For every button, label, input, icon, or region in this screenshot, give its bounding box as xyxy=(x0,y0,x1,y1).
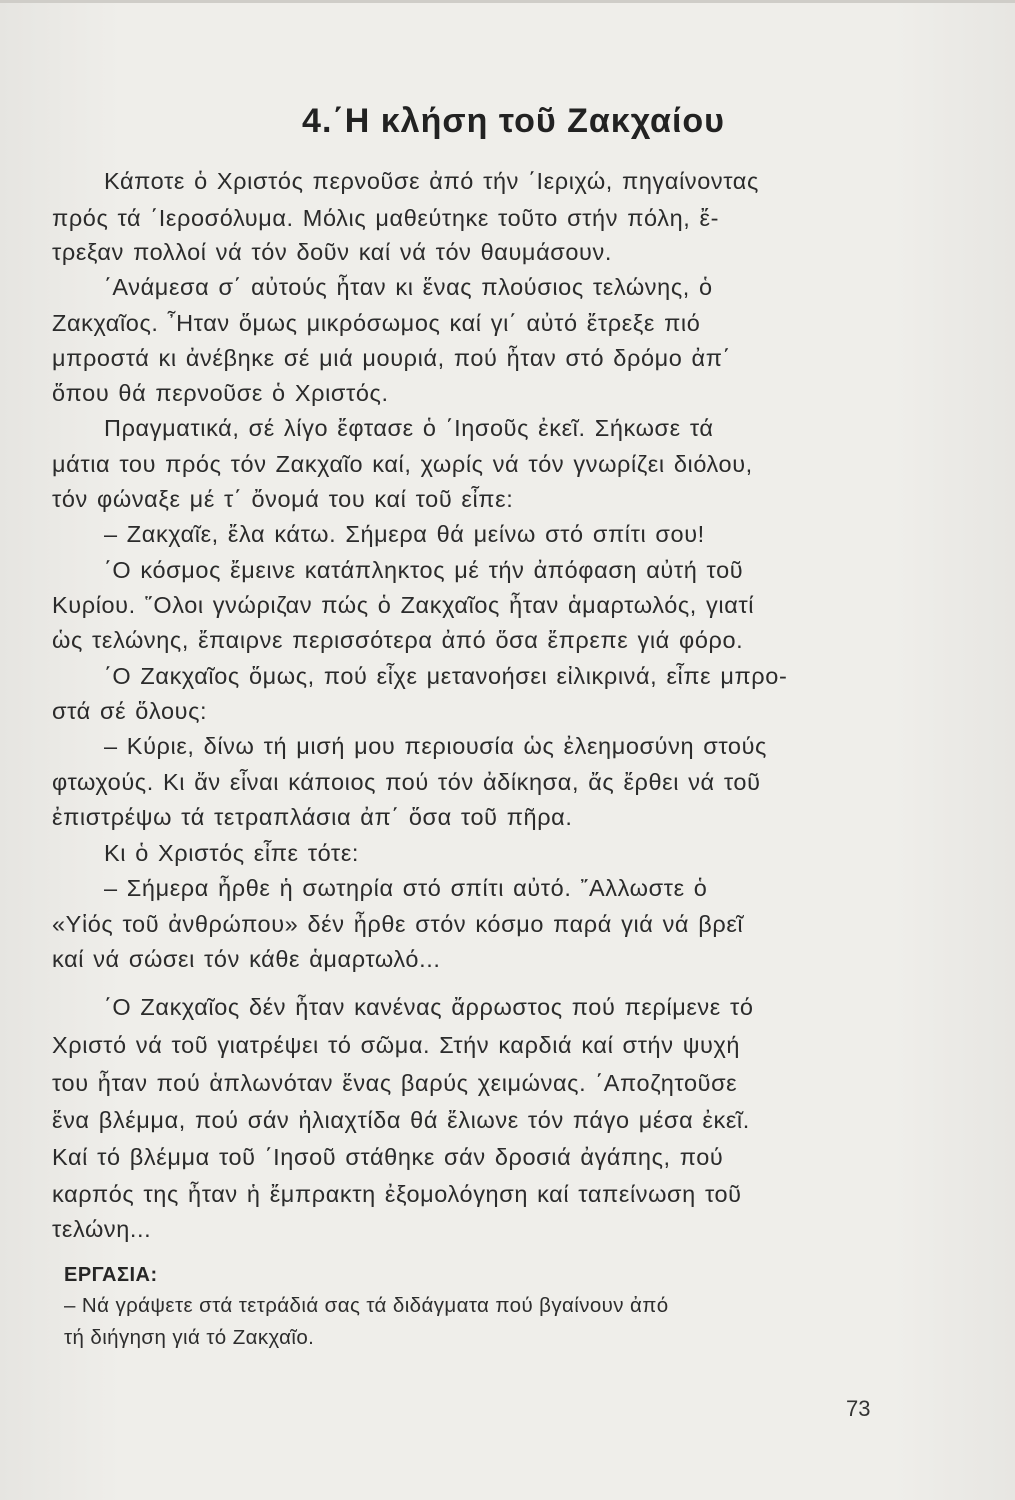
paragraph-line: καρπός της ἦταν ἡ ἔμπρακτη ἐξομολόγηση καί ταπείνωση τοῦ xyxy=(52,1181,742,1207)
paragraph-line: «Υἱός τοῦ ἀνθρώπου» δέν ἦρθε στόν κόσμο παρά γιά νά βρεῖ xyxy=(52,911,744,937)
top-edge xyxy=(0,0,1015,3)
paragraph-line: πρός τά ΄Ιεροσόλυμα. Μόλις μαθεύτηκε τοῦτο στήν πόλη, ἔ- xyxy=(52,205,720,231)
paragraph-line: Χριστό νά τοῦ γιατρέψει τό σῶμα. Στήν καρδιά καί στήν ψυχή xyxy=(52,1032,741,1058)
paragraph-line: ὅπου θά περνοῦσε ὁ Χριστός. xyxy=(52,380,389,406)
paragraph-line: Κυρίου. ῞Ολοι γνώριζαν πώς ὁ Ζακχαῖος ἦταν ἁμαρτωλός, γιατί xyxy=(52,592,755,618)
paragraph-line: Καί τό βλέμμα τοῦ ΄Ιησοῦ στάθηκε σάν δροσιά ἀγάπης, πού xyxy=(52,1144,724,1170)
paragraph-line: Ζακχαῖος. ῏Ηταν ὅμως μικρόσωμος καί γι΄ αὐτό ἔτρεξε πιό xyxy=(52,310,701,336)
paragraph-line: στά σέ ὅλους: xyxy=(52,698,208,724)
paragraph-line: ἕνα βλέμμα, πού σάν ἠλιαχτίδα θά ἔλιωνε τόν πάγο μέσα ἐκεῖ. xyxy=(52,1107,750,1133)
paragraph-line: καί νά σώσει τόν κάθε ἁμαρτωλό... xyxy=(52,946,441,972)
paragraph-line: τελώνη... xyxy=(52,1216,152,1242)
dialogue-line: – Κύριε, δίνω τή μισή μου περιουσία ὡς ἐλεημοσύνη στούς xyxy=(104,733,767,759)
paragraph-line: Κάποτε ὁ Χριστός περνοῦσε ἀπό τήν ΄Ιεριχώ, πηγαίνοντας xyxy=(104,168,759,194)
paragraph-line: Κι ὁ Χριστός εἶπε τότε: xyxy=(104,840,360,866)
paragraph-line: ΄Ο Ζακχαῖος ὅμως, πού εἶχε μετανοήσει εἰλικρινά, εἶπε μπρο- xyxy=(104,663,788,689)
paragraph-line: Πραγματικά, σέ λίγο ἔφτασε ὁ ΄Ιησοῦς ἐκεῖ. Σήκωσε τά xyxy=(104,415,714,441)
paragraph-line: ὡς τελώνης, ἔπαιρνε περισσότερα ἀπό ὅσα ἔπρεπε γιά φόρο. xyxy=(52,627,744,653)
dialogue-line: – Ζακχαῖε, ἔλα κάτω. Σήμερα θά μείνω στό σπίτι σου! xyxy=(104,521,705,547)
paragraph-line: ΄Ο Ζακχαῖος δέν ἦταν κανένας ἄρρωστος πού περίμενε τό xyxy=(104,994,754,1020)
paragraph-line: φτωχούς. Κι ἄν εἶναι κάποιος πού τόν ἀδίκησα, ἄς ἔρθει νά τοῦ xyxy=(52,769,761,795)
paragraph-line: του ἦταν πού ἁπλωνόταν ἕνας βαρύς χειμώνας. ΄Αποζητοῦσε xyxy=(52,1070,738,1096)
task-line: – Νά γράψετε στά τετράδιά σας τά διδάγματα πού βγαίνουν ἀπό xyxy=(64,1294,669,1317)
paragraph-line: ΄Ανάμεσα σ΄ αὐτούς ἦταν κι ἕνας πλούσιος τελώνης, ὁ xyxy=(104,274,713,300)
dialogue-line: – Σήμερα ἦρθε ἡ σωτηρία στό σπίτι αὐτό. ῎Αλλωστε ὁ xyxy=(104,875,708,901)
paragraph-line: ἐπιστρέψω τά τετραπλάσια ἀπ΄ ὅσα τοῦ πῆρα. xyxy=(52,804,573,830)
paragraph-line: τρεξαν πολλοί νά τόν δοῦν καί νά τόν θαυμάσουν. xyxy=(52,239,612,265)
paragraph-line: μάτια του πρός τόν Ζακχαῖο καί, χωρίς νά τόν γνωρίζει διόλου, xyxy=(52,451,753,477)
paragraph-line: μπροστά κι ἀνέβηκε σέ μιά μουριά, πού ἦταν στό δρόμο ἀπ΄ xyxy=(52,345,731,371)
paragraph-line: ΄Ο κόσμος ἔμεινε κατάπληκτος μέ τήν ἀπόφαση αὐτή τοῦ xyxy=(104,557,744,583)
page-number: 73 xyxy=(846,1396,871,1421)
chapter-title: 4.΄Η κλήση τοῦ Ζακχαίου xyxy=(302,102,725,140)
paragraph-line: τόν φώναξε μέ τ΄ ὄνομά του καί τοῦ εἶπε: xyxy=(52,486,514,512)
task-line: τή διήγηση γιά τό Ζακχαῖο. xyxy=(64,1326,315,1349)
task-label: ΕΡΓΑΣΙΑ: xyxy=(64,1264,158,1286)
